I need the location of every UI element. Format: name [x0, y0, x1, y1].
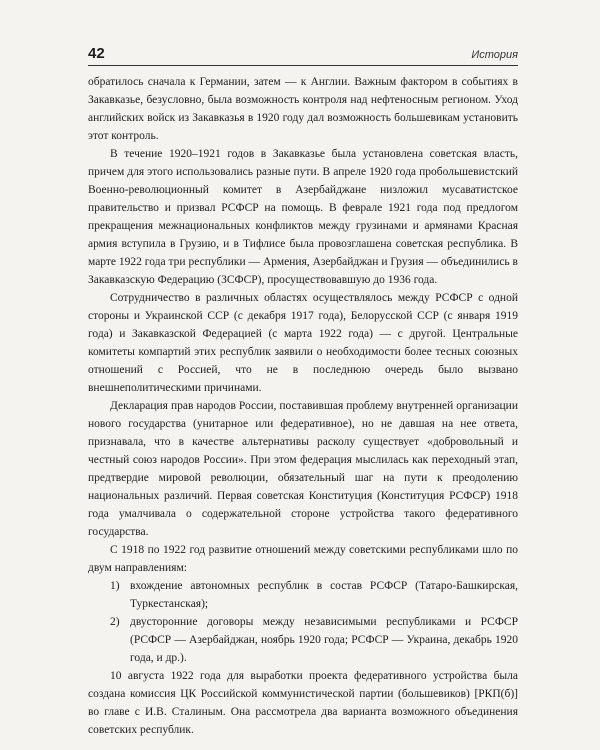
- paragraph: Декларация прав народов России, поставившая проблему внутренней организации нового государства (унитарное или федеративное), но не давшая на нее ответа, признавала, что в качестве альтернативы расколу существует «добровольный и честный союз народов России». При этом федерация мыслилась как переходный этап, предтвердие мировой революции, обязательный шаг на пути к преодолению национальных различий. Первая советская Конституция (Конституция РСФСР) 1918 года умалчивала о содержательной стороне устройства такого федеративного государства.: [88, 400, 518, 538]
- page-number: 42: [88, 45, 105, 62]
- paragraph: обратилось сначала к Германии, затем — к Англии. Важным фактором в событиях в Закавказье, безусловно, была возможность контроля над нефтеносным регионом. Уход английских войск из Закавказья в 1920 году дал возможность большевикам установить этот контроль.: [88, 76, 518, 142]
- list-item-text: вхождение автономных республик в состав РСФСР (Татаро-Башкирская, Туркестанская);: [130, 580, 518, 610]
- page-header: [88, 43, 518, 66]
- paragraph: С 1918 по 1922 год развитие отношений между советскими республиками шло по двум направлениям:: [88, 544, 518, 574]
- paragraph: Сотрудничество в различных областях осуществлялось между РСФСР с одной стороны и Украинской ССР (с декабря 1917 года), Белорусской ССР (с января 1919 года) и Закавказской Федерацией (с марта 1922 года) — с другой. Центральные комитеты компартий этих республик заявили о необходимости более тесных союзных отношений с Россией, что не в последнюю очередь было вызвано внешнеполитическими причинами.: [88, 292, 518, 394]
- list-item-number: 2): [110, 616, 120, 628]
- list-item: [88, 577, 518, 613]
- paragraph: В течение 1920–1921 годов в Закавказье была установлена советская власть, причем для этого использовались разные пути. В апреле 1920 года пробольшевистский Военно-революционный комитет в Азербайджане низложил мусаватистское правительство и призвал РСФСР на помощь. В феврале 1921 года под предлогом прекращения межнациональных конфликтов между грузинами и армянами Красная армия вступила в Грузию, и в Тифлисе была провозглашена советская республика. В марте 1922 года три республики — Армения, Азербайджан и Грузия — объединились в Закавказскую Федерацию (ЗСФСР), просуществовавшую до 1936 года.: [88, 148, 518, 286]
- paragraph: 10 августа 1922 года для выработки проекта федеративного устройства была создана комиссия ЦК Российской коммунистической партии (большевиков) [РКП(б)] во главе с И.В. Сталиным. Она рассмотрела два варианта возможного объединения советских республик.: [88, 670, 518, 736]
- list-item: [88, 613, 518, 667]
- running-title: История: [471, 49, 518, 61]
- list-item-text: двусторонние договоры между независимыми республиками и РСФСР (РСФСР — Азербайджан, ноябрь 1920 года; РСФСР — Украина, декабрь 1920 года, и др.).: [130, 616, 518, 664]
- list-item-number: 1): [110, 580, 120, 592]
- numbered-list: [88, 577, 518, 667]
- body-text: [88, 73, 518, 739]
